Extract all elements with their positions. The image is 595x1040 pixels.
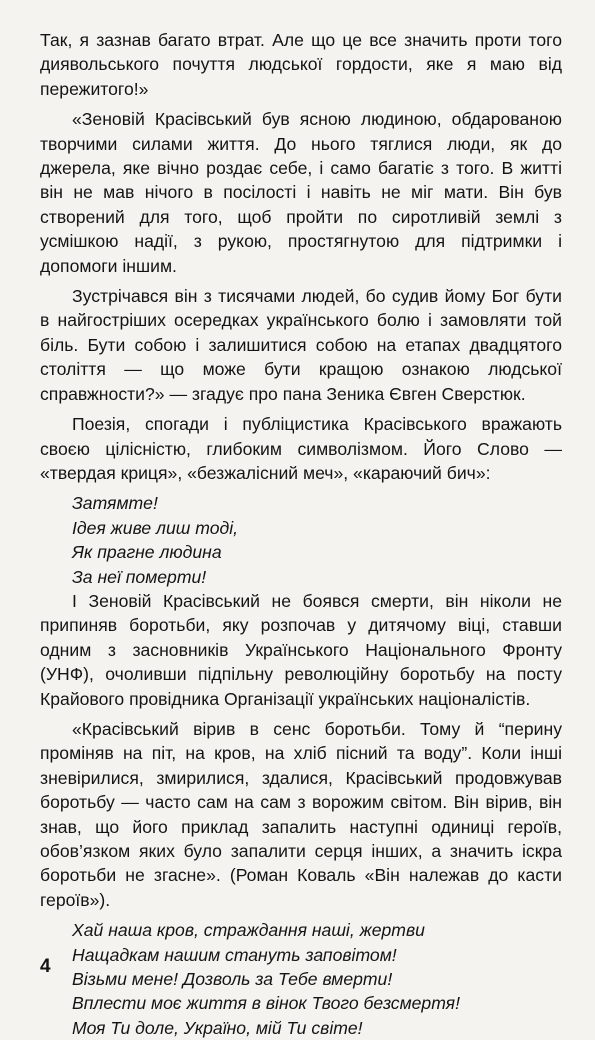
paragraph: Зустрічався він з тисячами людей, бо судив йому Бог бути в найгостріших осередках українського болю і замовляти той біль. Бути собою і залишитися собою на етапах двадцятого століття — що може бути кращою ознакою людської справжности?» — згадує про пана Зеника Євген Сверстюк. — [40, 286, 562, 404]
poem-line: Ідея живе лиш тоді, — [72, 517, 239, 538]
paragraph: «Зеновій Красівський був ясною людиною, обдарованою творчими силами життя. До нього тяглися люди, як до джерела, яке вічно роздає себе, і само багатіє з того. В житті він не мав нічого в посілості і навіть не міг мати. Він був створений для того, щоб пройти по сиротливій землі з усмішкою надії, з рукою, простягнутою для підтримки і допомоги іншим. — [40, 109, 562, 276]
poem-line: Моя Ти доле, Україно, мій Ти світе! — [72, 1017, 363, 1038]
paragraph: Поезія, спогади і публіцистика Красівського вражають своєю цілісністю, глибоким символізмом. Його Слово — «твердая криця», «безжалісний меч», «караючий бич»: — [40, 414, 562, 483]
poem-stanza — [72, 491, 562, 589]
poem-line: Хай наша кров, страждання наші, жертви — [72, 920, 425, 941]
poem-line: Нащадкам нашим стануть заповітом! — [72, 944, 397, 965]
poem-line: Вплести моє життя в вінок Твого безсмертя! — [72, 993, 460, 1014]
paragraph: І Зеновій Красівський не боявся смерти, він ніколи не припиняв боротьби, яку розпочав у дитячому віці, ставши одним з засновників Українського Національного Фронту (УНФ), очоливши підпільну революційну боротьбу на посту Крайового провідника Організації українських націоналістів. — [40, 590, 562, 709]
page-body — [40, 28, 562, 1040]
poem-line: Візьми мене! Дозволь за Тебе вмерти! — [72, 969, 393, 990]
poem-stanza — [72, 918, 562, 1040]
poem-line: Затямте! — [72, 493, 158, 514]
poem-line: Як прагне людина — [72, 542, 222, 563]
paragraph: «Красівський вірив в сенс боротьби. Тому й “перину проміняв на піт, на кров, на хліб пісний та воду”. Коли інші зневірилися, змирилися, здалися, Красівський продовжував боротьбу — часто сам на сам з ворожим світом. Він вірив, він знав, що його приклад запалить наступні одиниці героїв, обов’язком яких було запалити серця інших, а значить іскра боротьби не згасне». (Роман Коваль «Він належав до касти героїв»). — [40, 718, 562, 910]
poem-line: За неї померти! — [72, 566, 207, 587]
paragraph: Так, я зазнав багато втрат. Але що це все значить проти того диявольського почуття людської гордости, яке я маю від пережитого!» — [40, 30, 562, 99]
page-number: 4 — [40, 956, 51, 977]
